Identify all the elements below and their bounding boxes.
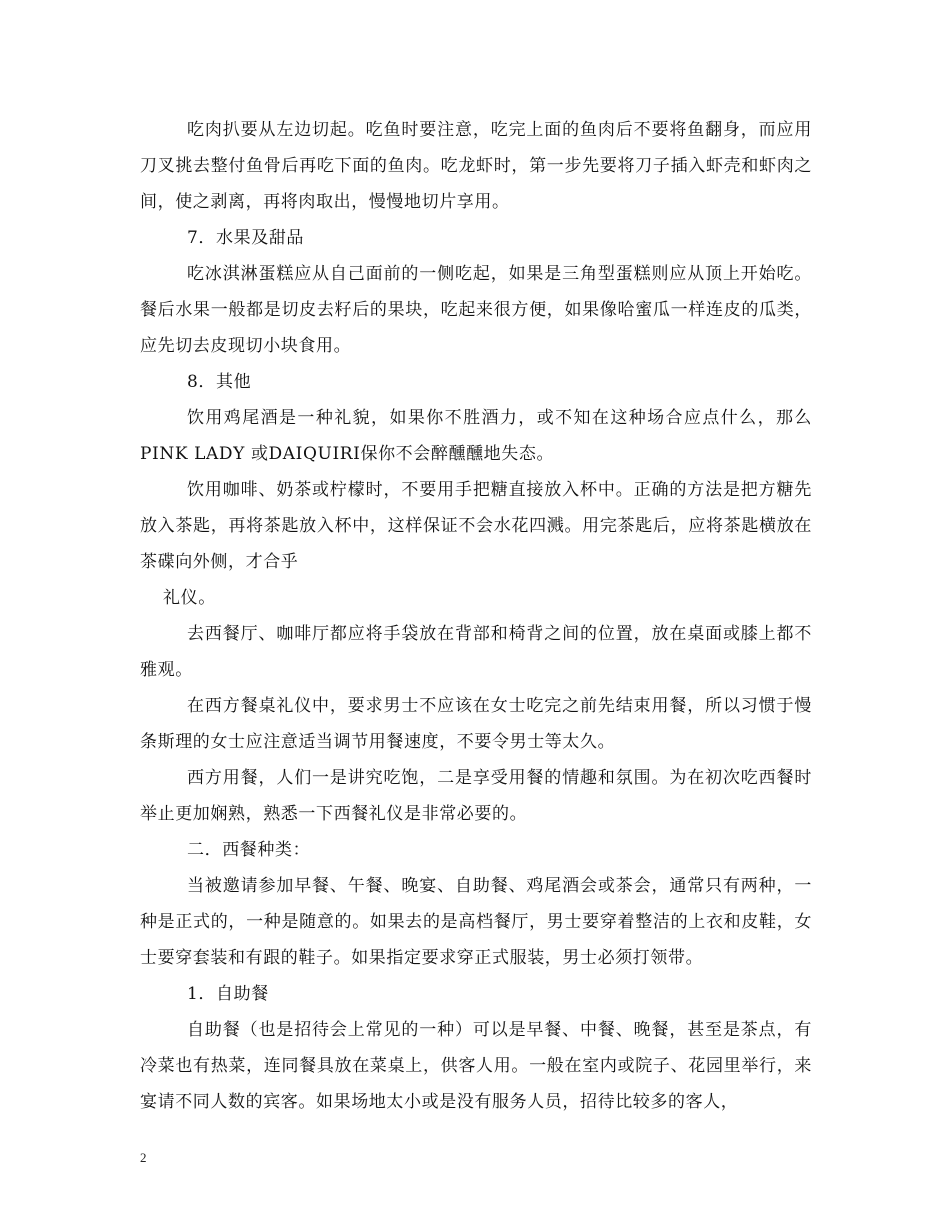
document-body [140, 112, 812, 1120]
paragraph-buffet: 自助餐（也是招待会上常见的一种）可以是早餐、中餐、晚餐，甚至是茶点，有冷菜也有热菜，连同餐具放在菜桌上，供客人用。一般在室内或院子、花园里举行，来宴请不同人数的宾客。如果场地太小或是没有服务人员，招待比较多的客人， [140, 1020, 812, 1112]
paragraph-coffee-sugar: 饮用咖啡、奶茶或柠檬时，不要用手把糖直接放入杯中。正确的方法是把方糖先放入茶匙，再将茶匙放入杯中，这样保证不会水花四溅。用完茶匙后，应将茶匙横放在茶碟向外侧，才合乎 [140, 480, 812, 572]
heading-buffet: 1．自助餐 [187, 984, 269, 1004]
heading-western-meal-types: 二．西餐种类： [187, 840, 311, 860]
paragraph-etiquette-fragment: 礼仪。 [163, 588, 216, 608]
paragraph-meat-fish-lobster: 吃肉扒要从左边切起。吃鱼时要注意，吃完上面的鱼肉后不要将鱼翻身，而应用刀叉挑去整付鱼骨后再吃下面的鱼肉。吃龙虾时，第一步先要将刀子插入虾壳和虾肉之间，使之剥离，再将肉取出，慢慢地切片享用。 [140, 120, 812, 212]
paragraph-ice-cream-fruit: 吃冰淇淋蛋糕应从自己面前的一侧吃起，如果是三角型蛋糕则应从顶上开始吃。餐后水果一般都是切皮去籽后的果块，吃起来很方便，如果像哈蜜瓜一样连皮的瓜类，应先切去皮现切小块食用。 [140, 264, 812, 356]
paragraph-western-dining: 西方用餐，人们一是讲究吃饱，二是享受用餐的情趣和氛围。为在初次吃西餐时举止更加娴熟，熟悉一下西餐礼仪是非常必要的。 [140, 768, 812, 824]
heading-other: 8．其他 [187, 372, 252, 392]
paragraph-handbag: 去西餐厅、咖啡厅都应将手袋放在背部和椅背之间的位置，放在桌面或膝上都不雅观。 [140, 624, 812, 680]
paragraph-cocktail: 饮用鸡尾酒是一种礼貌，如果你不胜酒力，或不知在这种场合应点什么，那么PINK LADY 或DAIQUIRI保你不会醉醺醺地失态。 [140, 408, 812, 464]
paragraph-dress-code: 当被邀请参加早餐、午餐、晚宴、自助餐、鸡尾酒会或茶会，通常只有两种，一种是正式的，一种是随意的。如果去的是高档餐厅，男士要穿着整洁的上衣和皮鞋，女士要穿套装和有跟的鞋子。如果指定要求穿正式服装，男士必须打领带。 [140, 876, 812, 968]
page-number: 2 [140, 1150, 147, 1165]
paragraph-dining-pace: 在西方餐桌礼仪中，要求男士不应该在女士吃完之前先结束用餐，所以习惯于慢条斯理的女士应注意适当调节用餐速度，不要令男士等太久。 [140, 696, 812, 752]
heading-fruit-dessert: 7．水果及甜品 [187, 228, 305, 248]
